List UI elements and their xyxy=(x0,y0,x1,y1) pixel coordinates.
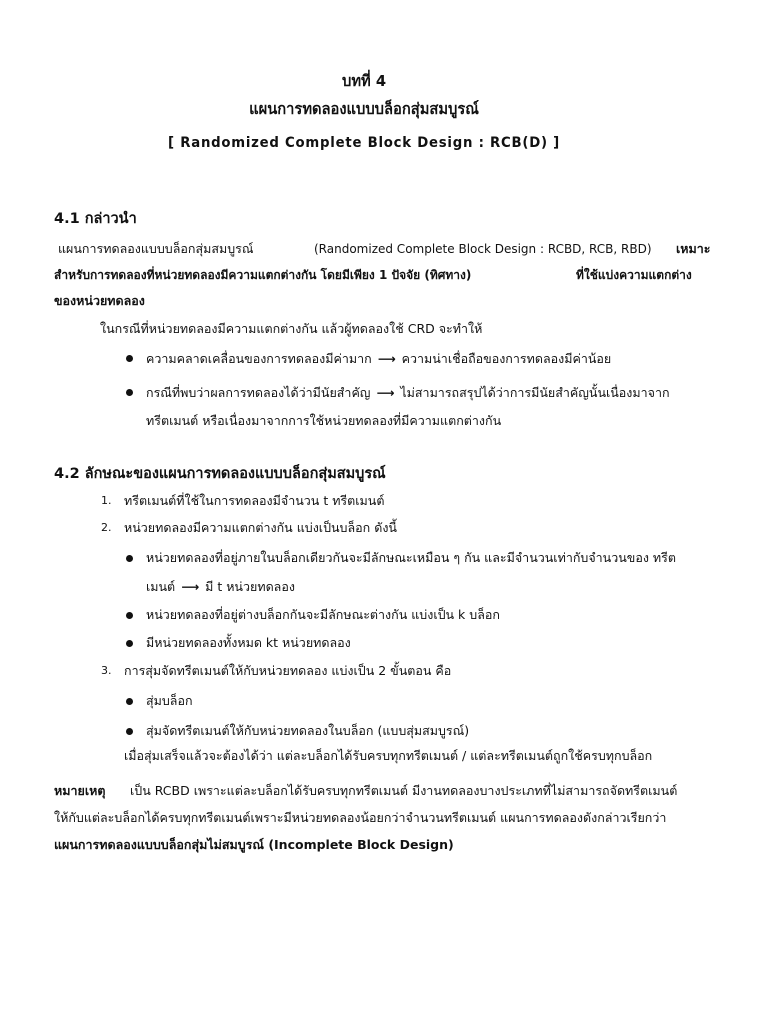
item-1-number: 1. xyxy=(101,494,112,507)
sub-2c-text: มีหน่วยทดลองทั้งหมด kt หน่วยทดลอง xyxy=(146,635,351,650)
bullet-1-left: ความคลาดเคลื่อนของการทดลองมีค่ามาก xyxy=(146,351,372,366)
note-line1: เป็น RCBD เพราะแต่ละบล็อกได้รับครบทุกทรีตเมนต์ มีงานทดลองบางประเภทที่ไม่สามารถจัดทรีตเมนต์ xyxy=(130,783,678,798)
bullet-marker xyxy=(126,640,133,647)
sub-2b-text: หน่วยทดลองที่อยู่ต่างบล็อกกันจะมีลักษณะต่างกัน แบ่งเป็น k บล็อก xyxy=(146,607,500,622)
intro-line2-left: สำหรับการทดลองที่หน่วยทดลองมีความแตกต่างกัน โดยมีเพียง 1 ปัจจัย (ทิศทาง) xyxy=(54,268,472,282)
intro-line3: ของหน่วยทดลอง xyxy=(54,293,145,308)
note-line3: แผนการทดลองแบบบล็อกสุ่มไม่สมบูรณ์ (Incomplete Block Design) xyxy=(54,837,454,852)
item-3-text: การสุ่มจัดทรีตเมนต์ให้กับหน่วยทดลอง แบ่งเป็น 2 ขั้นตอน คือ xyxy=(124,663,452,678)
bullet-2-left: กรณีที่พบว่าผลการทดลองได้ว่ามีนัยสำคัญ xyxy=(146,385,371,400)
item-2-text: หน่วยทดลองมีความแตกต่างกัน แบ่งเป็นบล็อก ดังนี้ xyxy=(124,520,397,535)
crd-case-text: ในกรณีที่หน่วยทดลองมีความแตกต่างกัน แล้วผู้ทดลองใช้ CRD จะทำให้ xyxy=(100,321,483,336)
intro-line2-right: ที่ใช้แบ่งความแตกต่าง xyxy=(576,268,692,282)
bullet-2-continuation: ทรีตเมนต์ หรือเนื่องมาจากการใช้หน่วยทดลองที่มีความแตกต่างกัน xyxy=(146,413,502,428)
arrow-right-icon: ⟶ xyxy=(376,385,395,400)
bullet-2-text xyxy=(146,384,670,402)
sub-3a-text: สุ่มบล็อก xyxy=(146,693,193,708)
sub-3b-text: สุ่มจัดทรีตเมนต์ให้กับหน่วยทดลองในบล็อก (แบบสุ่มสมบูรณ์) xyxy=(146,723,470,738)
item-3-number: 3. xyxy=(101,664,112,677)
section-2-heading: 4.2 ลักษณะของแผนการทดลองแบบบล็อกสุ่มสมบูรณ์ xyxy=(54,466,386,482)
sub-2a-line2 xyxy=(146,578,295,596)
arrow-right-icon: ⟶ xyxy=(181,579,200,594)
bullet-1-right: ความน่าเชื่อถือของการทดลองมีค่าน้อย xyxy=(401,351,612,366)
note-line2: ให้กับแต่ละบล็อกได้ครบทุกทรีตเมนต์เพราะมีหน่วยทดลองน้อยกว่าจำนวนทรีตเมนต์ แผนการทดลองดังกล่าวเรียกว่า xyxy=(54,810,667,825)
bullet-marker xyxy=(126,389,133,396)
bullet-marker xyxy=(126,355,133,362)
chapter-number: บทที่ 4 xyxy=(342,72,387,90)
section-1-heading: 4.1 กล่าวนำ xyxy=(54,211,137,227)
intro-line1-left: แผนการทดลองแบบบล็อกสุ่มสมบูรณ์ xyxy=(58,241,254,256)
arrow-right-icon: ⟶ xyxy=(377,351,396,366)
bullet-2-right: ไม่สามารถสรุปได้ว่าการมีนัยสำคัญนั้นเนื่องมาจาก xyxy=(400,385,670,400)
bullet-marker xyxy=(126,728,133,735)
item-2-number: 2. xyxy=(101,521,112,534)
bullet-marker xyxy=(126,612,133,619)
note-label: หมายเหตุ xyxy=(54,783,106,798)
bullet-marker xyxy=(126,555,133,562)
sub-2a-line1: หน่วยทดลองที่อยู่ภายในบล็อกเดียวกันจะมีลักษณะเหมือน ๆ กัน และมีจำนวนเท่ากับจำนวนของ ทรีต xyxy=(146,550,676,565)
chapter-thai-title: แผนการทดลองแบบบล็อกสุ่มสมบูรณ์ xyxy=(249,100,479,118)
sub-2a-right: มี t หน่วยทดลอง xyxy=(205,579,295,594)
chapter-english-title: [ Randomized Complete Block Design : RCB(D) ] xyxy=(168,135,561,151)
bullet-1-text xyxy=(146,350,611,368)
intro-line1-right: เหมาะ xyxy=(676,241,711,256)
bullet-marker xyxy=(126,698,133,705)
intro-line1-mid: (Randomized Complete Block Design : RCBD, RCB, RBD) xyxy=(314,242,652,256)
sub-2a-left: เมนต์ xyxy=(146,579,176,594)
after-random-text: เมื่อสุ่มเสร็จแล้วจะต้องได้ว่า แต่ละบล็อกได้รับครบทุกทรีตเมนต์ / แต่ละทรีตเมนต์ถูกใช้ครบทุกบล็อก xyxy=(124,748,653,763)
item-1-text: ทรีตเมนต์ที่ใช้ในการทดลองมีจำนวน t ทรีตเมนต์ xyxy=(124,493,385,508)
